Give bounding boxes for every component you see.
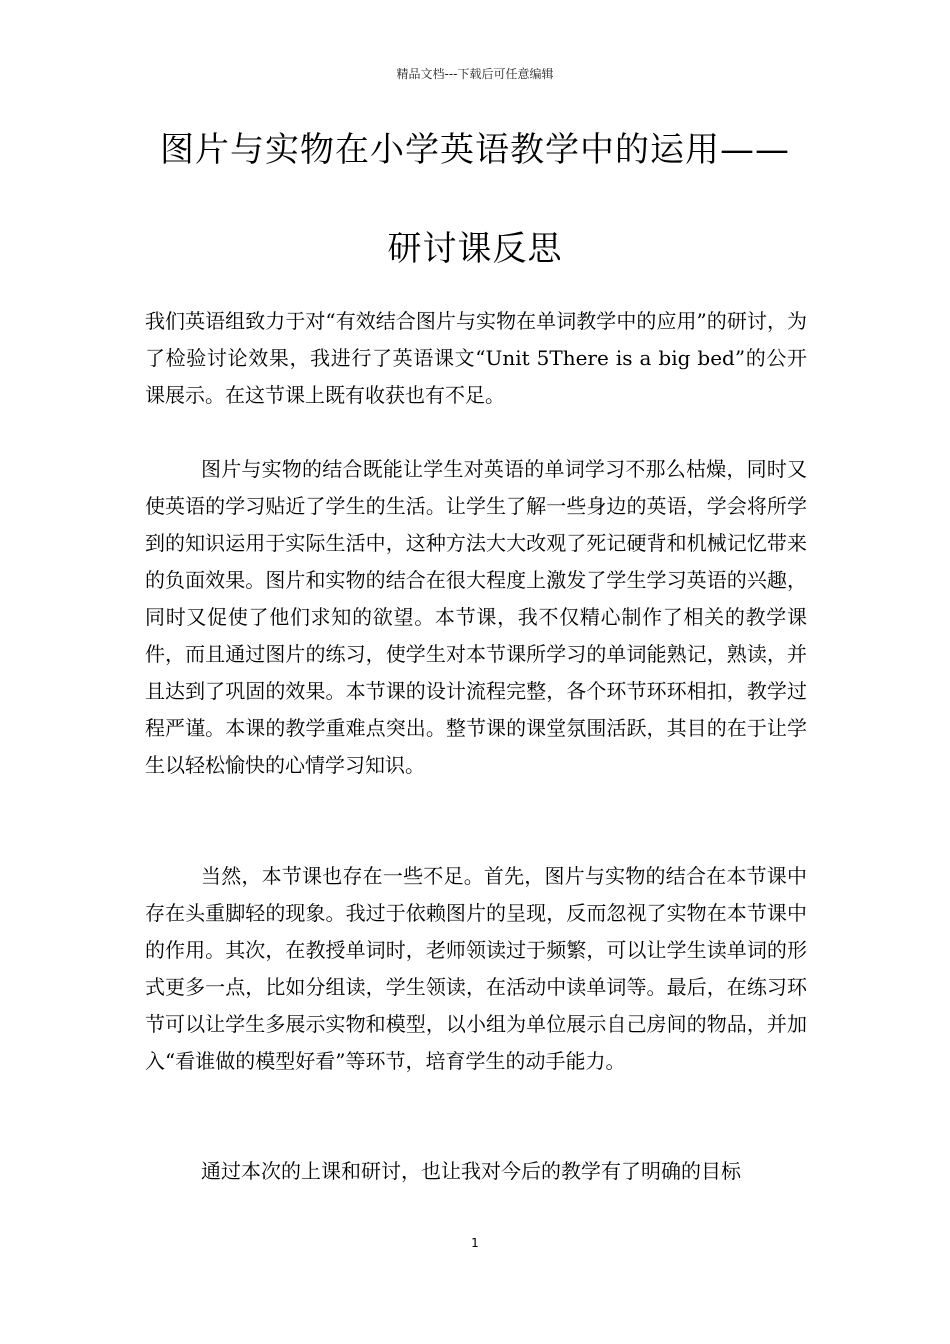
document-title-line-2: 研讨课反思 xyxy=(387,229,563,269)
paragraph-shortcomings: 当然，本节课也存在一些不足。首先，图片与实物的结合在本节课中存在头重脚轻的现象。我过于依赖图片的呈现，反而忽视了实物在本节课中的作用。其次，在教授单词时，老师领读过于频繁，可以让学生读单词的形式更多一点，比如分组读，学生领读，在活动中读单词等。最后，在练习环节可以让学生多展示实物和模型，以小组为单位展示自己房间的物品，并加入“看谁做的模型好看”等环节，培育学生的动手能力。 xyxy=(145,864,807,1073)
paragraph-conclusion: 通过本次的上课和研讨，也让我对今后的教学有了明确的目标 xyxy=(201,1159,741,1183)
paragraph-strengths: 图片与实物的结合既能让学生对英语的单词学习不那么枯燥，同时又使英语的学习贴近了学生的生活。让学生了解一些身边的英语，学会将所学到的知识运用于实际生活中，这种方法大大改观了死记硬背和机械记忆带来的负面效果。图片和实物的结合在很大程度上激发了学生学习英语的兴趣，同时又促使了他们求知的欲望。本节课，我不仅精心制作了相关的教学课件，而且通过图片的练习，使学生对本节课所学习的单词能熟记，熟读，并且达到了巩固的效果。本节课的设计流程完整，各个环节环环相扣，教学过程严谨。本课的教学重难点突出。整节课的课堂氛围活跃，其目的在于让学生以轻松愉快的心情学习知识。 xyxy=(145,457,807,777)
document-title-line-1: 图片与实物在小学英语教学中的运用—— xyxy=(160,130,790,170)
paragraph-intro: 我们英语组致力于对“有效结合图片与实物在单词教学中的应用”的研讨，为了检验讨论效果，我进行了英语课文“Unit 5There is a big bed”的公开课展示。在这节课上既有收获也有不足。 xyxy=(145,309,807,407)
page-header: 精品文档---下载后可任意编辑 xyxy=(396,67,554,81)
page-number: 1 xyxy=(471,1236,479,1250)
